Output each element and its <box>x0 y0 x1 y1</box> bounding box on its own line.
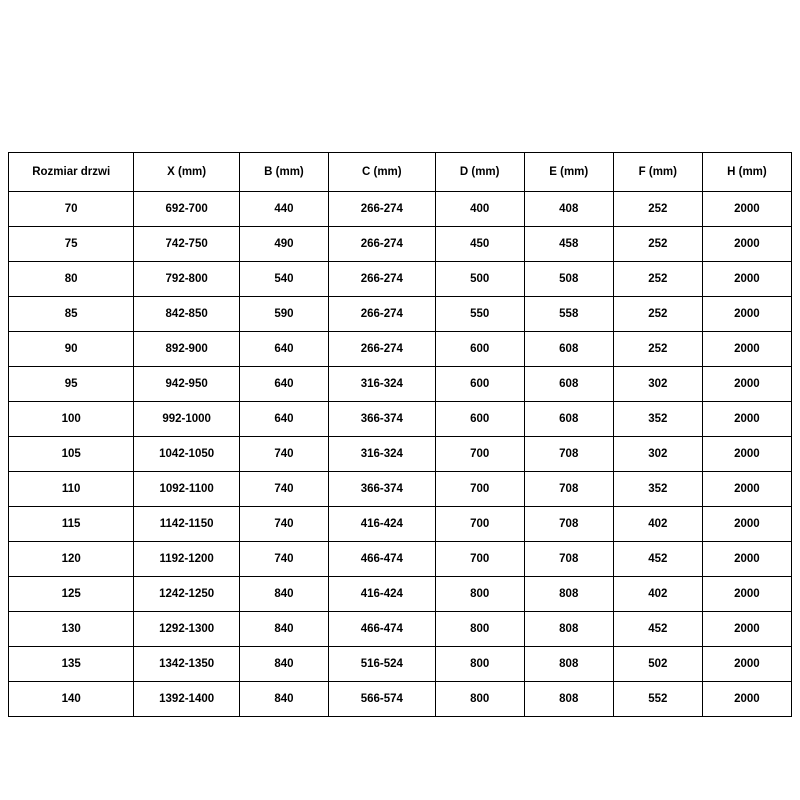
cell-door-size: 110 <box>9 472 134 507</box>
cell-f: 352 <box>613 472 702 507</box>
cell-b: 740 <box>239 507 328 542</box>
cell-c: 266-274 <box>328 227 435 262</box>
cell-h: 2000 <box>702 297 791 332</box>
cell-e: 408 <box>524 192 613 227</box>
cell-d: 550 <box>435 297 524 332</box>
cell-h: 2000 <box>702 472 791 507</box>
cell-c: 316-324 <box>328 367 435 402</box>
cell-x: 1192-1200 <box>134 542 240 577</box>
cell-x: 1042-1050 <box>134 437 240 472</box>
column-header-door-size: Rozmiar drzwi <box>9 153 134 192</box>
cell-d: 800 <box>435 647 524 682</box>
cell-e: 608 <box>524 332 613 367</box>
column-header-b: B (mm) <box>239 153 328 192</box>
cell-f: 252 <box>613 297 702 332</box>
cell-e: 808 <box>524 647 613 682</box>
cell-x: 1242-1250 <box>134 577 240 612</box>
cell-h: 2000 <box>702 192 791 227</box>
cell-f: 502 <box>613 647 702 682</box>
cell-e: 808 <box>524 682 613 717</box>
cell-e: 458 <box>524 227 613 262</box>
cell-b: 740 <box>239 542 328 577</box>
cell-x: 1092-1100 <box>134 472 240 507</box>
cell-b: 640 <box>239 367 328 402</box>
table-row <box>9 332 792 367</box>
cell-h: 2000 <box>702 437 791 472</box>
cell-door-size: 125 <box>9 577 134 612</box>
cell-door-size: 75 <box>9 227 134 262</box>
table-row <box>9 437 792 472</box>
cell-e: 608 <box>524 402 613 437</box>
cell-d: 700 <box>435 437 524 472</box>
cell-f: 452 <box>613 612 702 647</box>
cell-c: 566-574 <box>328 682 435 717</box>
cell-h: 2000 <box>702 402 791 437</box>
cell-c: 366-374 <box>328 402 435 437</box>
cell-door-size: 95 <box>9 367 134 402</box>
cell-c: 266-274 <box>328 332 435 367</box>
cell-d: 700 <box>435 472 524 507</box>
cell-c: 516-524 <box>328 647 435 682</box>
cell-f: 252 <box>613 262 702 297</box>
cell-b: 640 <box>239 332 328 367</box>
cell-f: 252 <box>613 227 702 262</box>
cell-x: 742-750 <box>134 227 240 262</box>
specification-table-container <box>8 152 792 717</box>
cell-f: 402 <box>613 577 702 612</box>
cell-x: 692-700 <box>134 192 240 227</box>
cell-f: 452 <box>613 542 702 577</box>
table-row <box>9 402 792 437</box>
column-header-x: X (mm) <box>134 153 240 192</box>
cell-c: 266-274 <box>328 262 435 297</box>
cell-door-size: 115 <box>9 507 134 542</box>
cell-e: 608 <box>524 367 613 402</box>
cell-d: 450 <box>435 227 524 262</box>
cell-f: 352 <box>613 402 702 437</box>
cell-b: 840 <box>239 647 328 682</box>
table-row <box>9 472 792 507</box>
table-body <box>9 192 792 717</box>
table-row <box>9 262 792 297</box>
table-header-row <box>9 153 792 192</box>
cell-door-size: 140 <box>9 682 134 717</box>
cell-d: 800 <box>435 612 524 647</box>
cell-x: 992-1000 <box>134 402 240 437</box>
cell-e: 708 <box>524 542 613 577</box>
cell-f: 552 <box>613 682 702 717</box>
cell-x: 842-850 <box>134 297 240 332</box>
cell-h: 2000 <box>702 507 791 542</box>
cell-c: 466-474 <box>328 612 435 647</box>
cell-e: 808 <box>524 577 613 612</box>
cell-b: 590 <box>239 297 328 332</box>
cell-h: 2000 <box>702 262 791 297</box>
table-row <box>9 577 792 612</box>
cell-x: 1292-1300 <box>134 612 240 647</box>
cell-c: 266-274 <box>328 192 435 227</box>
cell-door-size: 90 <box>9 332 134 367</box>
cell-h: 2000 <box>702 577 791 612</box>
cell-x: 892-900 <box>134 332 240 367</box>
cell-door-size: 130 <box>9 612 134 647</box>
cell-door-size: 100 <box>9 402 134 437</box>
cell-d: 800 <box>435 682 524 717</box>
cell-e: 708 <box>524 507 613 542</box>
cell-door-size: 85 <box>9 297 134 332</box>
cell-h: 2000 <box>702 542 791 577</box>
column-header-h: H (mm) <box>702 153 791 192</box>
table-row <box>9 682 792 717</box>
cell-e: 808 <box>524 612 613 647</box>
cell-x: 1342-1350 <box>134 647 240 682</box>
table-row <box>9 297 792 332</box>
cell-f: 302 <box>613 437 702 472</box>
cell-e: 508 <box>524 262 613 297</box>
cell-b: 490 <box>239 227 328 262</box>
cell-d: 600 <box>435 367 524 402</box>
table-row <box>9 612 792 647</box>
cell-h: 2000 <box>702 367 791 402</box>
table-header <box>9 153 792 192</box>
table-row <box>9 647 792 682</box>
cell-h: 2000 <box>702 682 791 717</box>
cell-f: 252 <box>613 332 702 367</box>
cell-c: 416-424 <box>328 507 435 542</box>
column-header-f: F (mm) <box>613 153 702 192</box>
cell-x: 792-800 <box>134 262 240 297</box>
table-row <box>9 542 792 577</box>
cell-f: 302 <box>613 367 702 402</box>
cell-e: 708 <box>524 472 613 507</box>
cell-f: 402 <box>613 507 702 542</box>
cell-h: 2000 <box>702 332 791 367</box>
cell-b: 840 <box>239 577 328 612</box>
cell-door-size: 120 <box>9 542 134 577</box>
table-row <box>9 192 792 227</box>
cell-h: 2000 <box>702 612 791 647</box>
cell-d: 600 <box>435 402 524 437</box>
cell-d: 500 <box>435 262 524 297</box>
table-row <box>9 227 792 262</box>
cell-d: 700 <box>435 542 524 577</box>
cell-b: 740 <box>239 437 328 472</box>
cell-door-size: 80 <box>9 262 134 297</box>
cell-door-size: 135 <box>9 647 134 682</box>
column-header-e: E (mm) <box>524 153 613 192</box>
cell-b: 740 <box>239 472 328 507</box>
cell-c: 366-374 <box>328 472 435 507</box>
cell-d: 700 <box>435 507 524 542</box>
cell-d: 600 <box>435 332 524 367</box>
cell-f: 252 <box>613 192 702 227</box>
cell-h: 2000 <box>702 227 791 262</box>
cell-h: 2000 <box>702 647 791 682</box>
cell-b: 440 <box>239 192 328 227</box>
table-row <box>9 367 792 402</box>
specification-table <box>8 152 792 717</box>
cell-door-size: 105 <box>9 437 134 472</box>
cell-b: 840 <box>239 682 328 717</box>
cell-x: 1392-1400 <box>134 682 240 717</box>
cell-c: 416-424 <box>328 577 435 612</box>
cell-c: 316-324 <box>328 437 435 472</box>
cell-c: 466-474 <box>328 542 435 577</box>
cell-x: 942-950 <box>134 367 240 402</box>
cell-b: 640 <box>239 402 328 437</box>
column-header-d: D (mm) <box>435 153 524 192</box>
cell-c: 266-274 <box>328 297 435 332</box>
cell-e: 708 <box>524 437 613 472</box>
cell-e: 558 <box>524 297 613 332</box>
cell-b: 840 <box>239 612 328 647</box>
cell-b: 540 <box>239 262 328 297</box>
table-row <box>9 507 792 542</box>
column-header-c: C (mm) <box>328 153 435 192</box>
cell-d: 400 <box>435 192 524 227</box>
cell-x: 1142-1150 <box>134 507 240 542</box>
cell-d: 800 <box>435 577 524 612</box>
cell-door-size: 70 <box>9 192 134 227</box>
